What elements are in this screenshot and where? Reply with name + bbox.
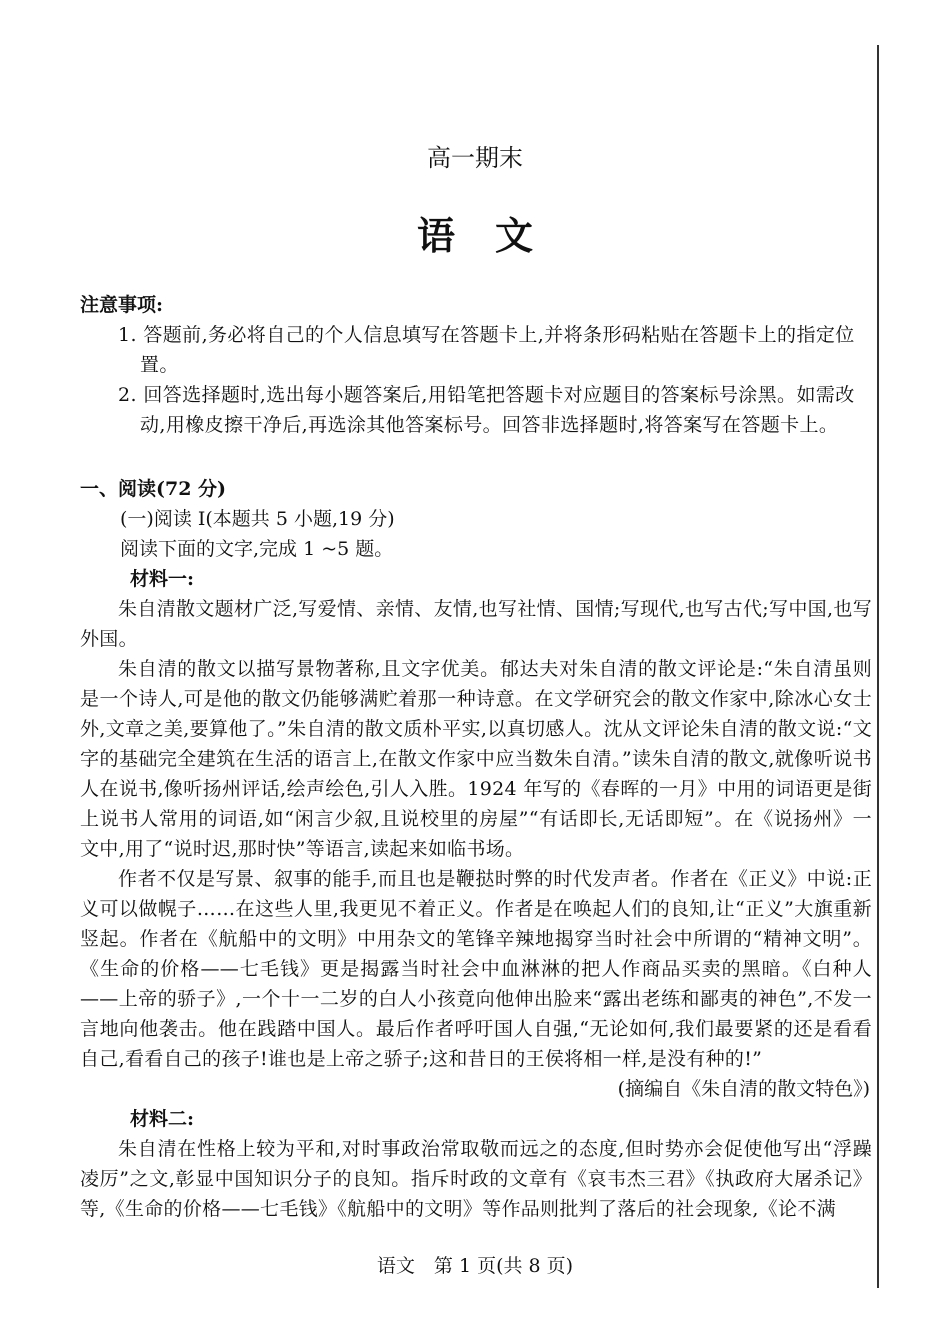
notes-title: 注意事项: — [80, 294, 164, 316]
exam-content — [80, 290, 872, 1224]
note-item-1: 1. 答题前,务必将自己的个人信息填写在答题卡上,并将条形码粘贴在答题卡上的指定位置。 — [118, 324, 855, 376]
material1-title: 材料一: — [130, 568, 195, 590]
material1-paragraph: 朱自清散文题材广泛,写爱情、亲情、友情,也写社情、国情;写现代,也写古代;写中国,也写外国。 — [80, 598, 872, 650]
page-footer: 语文 第 1 页(共 8 页) — [376, 1255, 574, 1277]
subject-title: 语文 — [416, 213, 573, 258]
material1-paragraph: 作者不仅是写景、叙事的能手,而且也是鞭挞时弊的时代发声者。作者在《正义》中说:正义可以做幌子……在这些人里,我更见不着正义。作者是在唤起人们的良知,让“正义”大旗重新竖起。作者在《航船中的文明》中用杂文的笔锋辛辣地揭穿当时社会中所谓的“精神文明”。《生命的价格——七毛钱》更是揭露当时社会中血淋淋的把人作商品买卖的黑暗。《白种人——上帝的骄子》,一个十一二岁的白人小孩竟向他伸出脸来“露出老练和鄙夷的神色”,不发一言地向他袭击。他在践踏中国人。最后作者呼吁国人自强,“无论如何,我们最要紧的还是看看自己,看看自己的孩子!谁也是上帝之骄子;这和昔日的王侯将相一样,是没有种的!” — [80, 868, 872, 1070]
section-subtitle: (一)阅读 I(本题共 5 小题,19 分) — [120, 508, 395, 530]
section-instruction: 阅读下面的文字,完成 1 ~5 题。 — [120, 538, 394, 560]
material2-paragraph: 朱自清在性格上较为平和,对时事政治常取敬而远之的态度,但时势亦会促使他写出“浮躁凌厉”之文,彰显中国知识分子的良知。指斥时政的文章有《哀韦杰三君》《执政府大屠杀记》等,《生命的价格——七毛钱》《航船中的文明》等作品则批判了落后的社会现象,《论不满 — [80, 1138, 872, 1220]
exam-label: 高一期末 — [427, 144, 523, 172]
note-item-2: 2. 回答选择题时,选出每小题答案后,用铅笔把答题卡对应题目的答案标号涂黑。如需改动,用橡皮擦干净后,再选涂其他答案标号。回答非选择题时,将答案写在答题卡上。 — [118, 384, 855, 436]
material2-title: 材料二: — [130, 1108, 195, 1130]
material1-source: (摘编自《朱自清的散文特色》) — [617, 1078, 870, 1100]
section-title: 一、阅读(72 分) — [80, 478, 227, 500]
material1-paragraph: 朱自清的散文以描写景物著称,且文字优美。郁达夫对朱自清的散文评论是:“朱自清虽则是一个诗人,可是他的散文仍能够满贮着那一种诗意。在文学研究会的散文作家中,除冰心女士外,文章之美,要算他了。”朱自清的散文质朴平实,以真切感人。沈从文评论朱自清的散文说:“文字的基础完全建筑在生活的语言上,在散文作家中应当数朱自清。”读朱自清的散文,就像听说书人在说书,像听扬州评话,绘声绘色,引人入胜。1924 年写的《春晖的一月》中用的词语更是街上说书人常用的词语,如“闲言少叙,且说校里的房屋”“有话即长,无话即短”。在《说扬州》一文中,用了“说时迟,那时快”等语言,读起来如临书场。 — [80, 658, 872, 860]
